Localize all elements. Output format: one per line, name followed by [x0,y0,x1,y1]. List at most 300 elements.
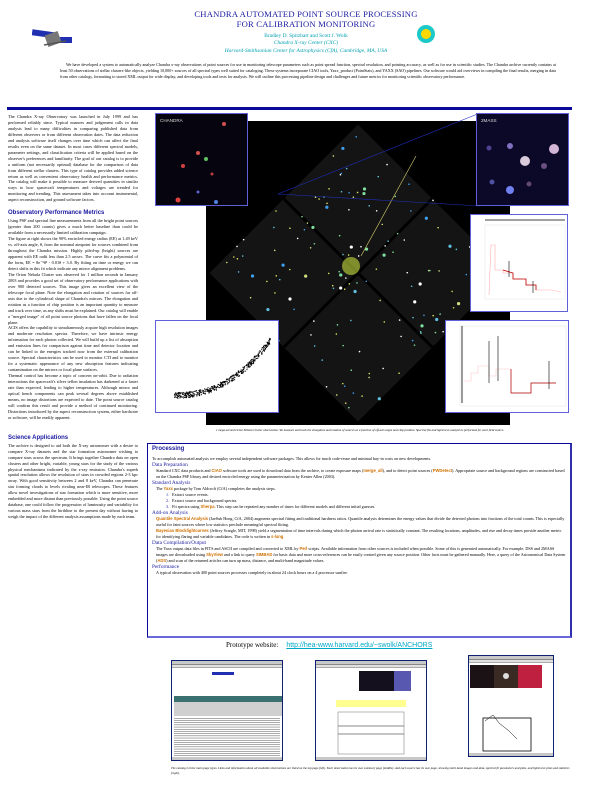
scatter-point [196,395,197,396]
star-point [348,192,350,194]
scatter-point [264,351,265,352]
star-point [318,198,320,200]
star-point [336,394,338,396]
scatter-point [234,377,235,378]
scatter-point [196,394,197,395]
scatter-point [227,379,228,380]
scatter-point [236,375,237,376]
star-point [394,196,396,198]
star-point [382,254,385,257]
scatter-point [198,390,199,391]
scatter-point [228,380,229,381]
scatter-point [210,391,211,392]
scatter-point [241,373,242,374]
bayesian-link[interactable]: Bayesian Blocklightcurves [156,528,209,534]
scatter-point [209,393,210,394]
star-point [410,210,412,212]
scatter-point [213,389,214,390]
scatter-point [231,378,232,379]
scatter-point [251,362,252,363]
scatter-point [259,352,260,353]
star-point [323,196,325,198]
perl-link[interactable]: Perl [299,546,308,552]
star-point [378,397,381,400]
scatter-point [232,376,233,377]
star-point [345,402,347,404]
scatter-point [226,381,227,382]
scatter-point [184,397,185,398]
star-point [435,318,438,321]
perf-paragraph: The Orion Nebula Cluster was observed for 1 million seconds in January 2003 and provides a good set of observatory performance applications with over 900 detected sources. This image gives an excellent view of the telescope focal plane. Note the elongation and rotation of sources far off-axis due to the cylindrical shape of Chandra's mirrors. The elongation and rotation as a function of chip position is an important quantity to measure and track over time, as any shifts must be explained. Our catalog will enable a "merged image" of all point source photons that have fallen on the focal plane. [8,271,138,325]
star-point [353,392,355,394]
perf-paragraph: Using PSF and spectral line measurements from all the bright point sources (greater than 200 counts) gives a much better baseline than could be available from a necessarily limited calibration campaign. [8,218,138,236]
intro-paragraph: The Chandra X-ray Observatory was launched in July 1999 and has performed reliably since. Typical nuances and judgement calls in data analysis lead to many difficulties in comparing published data from different observers or from different observation dates. The data reduction and analysis software itself changes over time which can affect the final results even on the same dataset. In most cases different spectral models, parameter settings, and classification criteria will be applied based on the observer's preferences and familiarity. The goal of our catalog is to provide a uniform (not necessarily optimal) database for the comparison of data from different stellar clusters. This type of catalog provides added science return as well as convenient observatory health and performance metrics. The catalog will make it possible to measure derived quantities in similar ways to how spacecraft temperatures and voltages are trended for monitoring and trending. This assessment takes into account instrumental, aspect reconstruction, and ground software factors. [8,114,138,203]
scatter-point [265,348,266,349]
2mass-inset-label: 2MASS [481,118,497,123]
star-point [321,359,323,361]
scatter-point [256,356,257,357]
scatter-point [200,389,201,390]
scatter-point [187,394,188,395]
scatter-point [243,372,244,373]
star-point [356,282,358,284]
screenshot-top-page [171,660,283,761]
star-point [350,320,352,322]
perf-paragraph: Thermal control has become a topic of concern on-orbit. Due to radiation interactions the spacecraft's silver teflon insulation has darkened at a faster rate than expected, leading to higher temperatures. Although mirror and optical bench components can peak several degrees above established means, no image distortions are expected to date. The point source catalog will confirm this result and provide a method of continued monitoring. Distortions introduced by the aspect reconstruction system, either hardware or software, will be readily apparent. [8,373,138,420]
scatter-point [212,388,213,389]
star-point [368,377,370,379]
star-point [325,206,328,209]
scatter-point [199,392,200,393]
ads-link[interactable]: ADS [157,557,167,563]
affiliation-cxc: Chandra X-ray Center (CXC) [273,40,339,47]
star-point [275,210,277,212]
scatter-point [247,363,248,364]
star-point [355,136,357,138]
scatter-point [204,388,205,389]
table-row-line [174,718,280,719]
scatter-point [225,384,226,385]
star-point [362,192,365,195]
star-point [266,308,269,311]
star-point [307,222,309,224]
star-point [383,321,385,323]
scatter-point [251,359,252,360]
scatter-point [243,371,244,372]
skyview-link[interactable]: SkyView [206,552,223,558]
scatter-point [251,364,252,365]
scatter-point [210,390,211,391]
scatter-point [268,340,269,341]
scatter-point [221,382,222,383]
scatter-point [202,391,203,392]
data-preparation-heading: Data Preparation [152,461,188,468]
ciao-link[interactable]: CIAO [211,468,222,474]
screenshot-source-page [468,655,554,757]
scatter-point [194,394,195,395]
scatter-point [249,366,250,367]
star-point [348,254,350,256]
star-point [310,247,312,249]
scatter-point [209,389,210,390]
scatter-point [265,345,266,346]
scatter-point [240,371,241,372]
scatter-point [216,389,217,390]
scatter-point [230,376,231,377]
star-point [243,239,245,241]
slang-link[interactable]: s-lang [271,533,284,539]
scatter-point [213,387,214,388]
scatter-point [264,345,265,346]
scatter-point [192,395,193,396]
scatter-point [255,360,256,361]
scatter-point [189,393,190,394]
spectrum-plot-inset [470,214,568,312]
star-point [332,285,334,287]
standard-analysis-heading: Standard Analysis [152,480,191,487]
scatter-point [269,344,270,345]
star-point [466,274,468,276]
star-point [377,176,379,178]
scatter-point [205,393,206,394]
star-point [414,344,416,346]
star-point [406,272,408,274]
star-point [350,245,353,248]
star-point [344,385,346,387]
scatter-point [252,359,253,360]
star-point [338,271,340,273]
star-point [357,192,359,194]
scatter-point [201,392,202,393]
star-point [408,183,410,185]
star-point [288,297,291,300]
scatter-point [175,395,176,396]
table-row-line [174,753,280,754]
scatter-point [246,365,247,366]
star-point [341,147,344,150]
scatter-point [192,392,193,393]
star-point [314,243,316,245]
table-row-line [174,740,280,741]
star-point [363,187,366,190]
chandra-inset [155,113,248,206]
scatter-point [263,346,264,347]
data-compilation-text: The Yaxx output data files in FITS and ASCII are compiled and converted to XML by Perl scripts. Available information from other sources is included when possible. Some of this is generated automatically. For example, DSS and 2MASS images are downloaded using SkyView and a link to query SIMBAD for basic data and more cross-references can be easily created given any source position. Other facts must be gathered manually. Here, a query of the Astronomical Data System (ADS) and scan of the returned articles can turn up mass, distance, and multi-band magnitude values. [156,546,566,563]
star-point [404,239,406,241]
lightcurve-plot-inset [445,320,569,413]
star-point [365,280,367,282]
scatter-point [198,394,199,395]
scatter-point [220,382,221,383]
scatter-point [246,369,247,370]
table-row-line [174,744,280,745]
star-point [368,373,370,375]
scatter-point [194,391,195,392]
scatter-point [254,359,255,360]
poster-title [0,9,612,29]
star-point [453,307,455,309]
merge-all-link[interactable]: merge_all [363,468,383,474]
quantile-link[interactable]: Quantile Spectral Analysis [156,516,209,522]
star-point [384,245,386,247]
performance-metrics-heading: Observatory Performance Metrics [8,210,105,217]
star-point [340,173,342,175]
processing-intro: To accomplish automated analysis we employ several independent software packages. This allows for much code-reuse and minimal buy-in costs on new developments. [152,456,432,461]
star-point [382,368,384,370]
scatter-point [220,387,221,388]
encircled-energy-scatter-inset [155,320,279,413]
star-point [358,255,360,257]
table-row-line [174,725,280,726]
scatter-point [205,391,206,392]
scatter-point [214,390,215,391]
scatter-point [261,349,262,350]
star-point [281,264,284,267]
scatter-point [253,361,254,362]
scatter-point [180,393,181,394]
table-row-line [174,720,280,721]
star-point [412,317,414,319]
star-point [328,188,330,190]
scatter-point [256,358,257,359]
star-point [333,155,335,157]
yaxx-link[interactable]: Yaxx [163,486,173,492]
scatter-point [190,397,191,398]
scatter-point [210,388,211,389]
data-compilation-heading: Data Compilation/Output [152,539,206,546]
star-point [289,227,291,229]
scatter-point [222,384,223,385]
list-item: 2. Extract source and background spectra. [166,498,238,504]
scatter-point [231,380,232,381]
scatter-point [222,382,223,383]
prototype-url-link[interactable]: http://hea-www.harvard.edu/~swolk/ANCHORS [286,642,433,649]
scatter-point [268,345,269,346]
star-point [339,235,341,237]
star-point [432,200,434,202]
star-point [442,331,444,333]
scatter-point [191,392,192,393]
star-point [326,203,328,205]
scatter-point [253,363,254,364]
star-point [361,395,363,397]
scatter-point [190,391,191,392]
scatter-point [183,394,184,395]
star-point [346,168,348,170]
star-point [381,224,383,226]
figure-caption: 1 mega-second Orion Nebula Cluster observation. We measure and track the elongation and rotation of sources as a function of off-axis angle and chip position. Spectral fits and lightcurve analysis is performed for each field source. [216,428,504,432]
scatter-point [259,353,260,354]
prototype-website [226,640,432,651]
list-item: 3. Fit spectra using Sherpa. This step can be repeated any number of times for different models and different initial guesses. [166,504,376,510]
star-point [311,226,314,229]
scatter-point [179,395,180,396]
scatter-point [214,387,215,388]
scatter-point [229,379,230,380]
scatter-point [177,396,178,397]
scatter-point [197,393,198,394]
star-point [304,275,307,278]
star-point [398,372,400,374]
scatter-point [219,387,220,388]
scatter-point [269,339,270,340]
scatter-point [195,391,196,392]
scatter-point [205,389,206,390]
scatter-point [201,394,202,395]
screenshot-observation-page [315,660,427,761]
scatter-point [223,384,224,385]
star-point [435,332,437,334]
scatter-point [232,375,233,376]
scatter-point [242,370,243,371]
star-point [432,315,434,317]
scatter-point [195,391,196,392]
scatter-point [226,379,227,380]
performance-text: A typical observation with 400 point sources processes completely in about 24 clock hours on a 4 processor sunfire. [156,570,348,576]
star-point [376,268,378,270]
scatter-point [203,392,204,393]
scatter-point [188,397,189,398]
star-point [350,369,352,371]
star-point [349,283,351,285]
star-point [392,251,394,253]
simbad-link[interactable]: SIMBAD [256,552,273,558]
scatter-point [193,393,194,394]
scatter-point [176,394,177,395]
star-point [266,281,268,283]
scatter-point [241,371,242,372]
star-point [242,255,244,257]
table-row-line [174,727,280,728]
scatter-point [207,390,208,391]
star-point [386,164,388,166]
scatter-point [212,386,213,387]
star-point [237,258,239,260]
scatter-point [208,387,209,388]
scatter-point [264,347,265,348]
table-row-line [174,749,280,750]
scatter-point [252,361,253,362]
scatter-point [193,396,194,397]
scatter-point [199,395,200,396]
scatter-point [219,385,220,386]
star-point [425,217,428,220]
scatter-point [254,356,255,357]
scatter-point [191,394,192,395]
star-point [226,262,228,264]
scatter-point [189,395,190,396]
scatter-point [184,395,185,396]
star-point [289,269,291,271]
star-point [419,282,422,285]
processing-heading: Processing [152,446,185,452]
star-point [342,254,344,256]
scatter-point [238,371,239,372]
scatter-point [207,389,208,390]
scatter-point [227,383,228,384]
screenshots-caption: The catalog is three main page types. Links and information about all available observations are listed on the top page (left). Each observation has its own summary page (middle). And each source has its own page, showing multi-band images and data, spectral fit parameters and plots, and lightcurve plots and statistics (right). [171,766,570,775]
scatter-point [236,372,237,373]
table-row-line [174,736,280,737]
star-point [344,288,346,290]
star-point [438,270,440,272]
scatter-point [214,386,215,387]
scatter-point [216,387,217,388]
star-point [412,340,414,342]
star-point [439,313,441,315]
scatter-point [266,342,267,343]
scatter-point [267,343,268,344]
scatter-point [269,343,270,344]
star-point [328,273,330,275]
star-point [399,319,401,321]
scatter-point [243,369,244,370]
header-divider [7,107,572,110]
star-point [376,210,378,212]
2mass-inset [476,113,569,206]
scatter-point [188,394,189,395]
scatter-point [188,393,189,394]
scatter-point [189,391,190,392]
scatter-point [209,391,210,392]
scatter-point [183,393,184,394]
scatter-point [238,371,239,372]
star-point [274,292,276,294]
processing-section [147,443,572,638]
scatter-point [221,387,222,388]
scatter-point [253,360,254,361]
scatter-point [209,388,210,389]
scatter-point [183,398,184,399]
star-point [304,229,306,231]
star-point [420,331,422,333]
scatter-point [211,386,212,387]
star-point [293,309,295,311]
scatter-point [267,346,268,347]
addon-analysis-heading: Add-on Analysis [152,509,188,516]
star-point [251,274,254,277]
scatter-point [175,397,176,398]
scatter-point [228,382,229,383]
scatter-point [263,350,264,351]
scatter-point [186,395,187,396]
scatter-point [202,390,203,391]
scatter-point [197,394,198,395]
quantile-text: Quantile Spectral Analysis (JaeSub Hong, CfA, 2004) augments spectral fitting and traditional hardness ratios. Quantile analysis determines the energy values that divide the detected photons into fractions of the total counts. This is especially useful for faint sources where low statistics preclude meaningful spectral fitting. [156,516,565,528]
scatter-point [229,380,230,381]
sherpa-link[interactable]: Sherpa [200,504,215,510]
scatter-point [203,390,204,391]
performance-heading: Performance [152,563,180,570]
scatter-point [250,360,251,361]
scatter-point [242,372,243,373]
scatter-point [177,397,178,398]
scatter-point [247,364,248,365]
star-point [456,249,458,251]
pwdetect-link[interactable]: PWDetect [432,468,453,474]
scatter-point [225,381,226,382]
star-point [413,300,416,303]
perf-paragraph: The figure at right shows the 90% encircled energy radius (EE) at 1.49 keV vs. off-axis angle, θ, from the nominal aimpoint for sources combined from throughout the Chandra mission. Highly piled-up (bright) sources are apparent with EE radii less than 2.5 arcsec. The curve fits a polynomial of the form, EE = 8e⁻⁵θ³ - 0.01θ + 3.0. By fitting on time or energy we can detect shifts in this fit which indicate any mirror alignment problems. [8,236,138,271]
prototype-label: Prototype website: [226,641,279,649]
star-point [337,324,339,326]
star-point [348,209,350,211]
table-row-line [174,747,280,748]
star-point [387,240,389,242]
star-point [333,287,335,289]
star-point [360,246,362,248]
authors-block [0,33,612,55]
